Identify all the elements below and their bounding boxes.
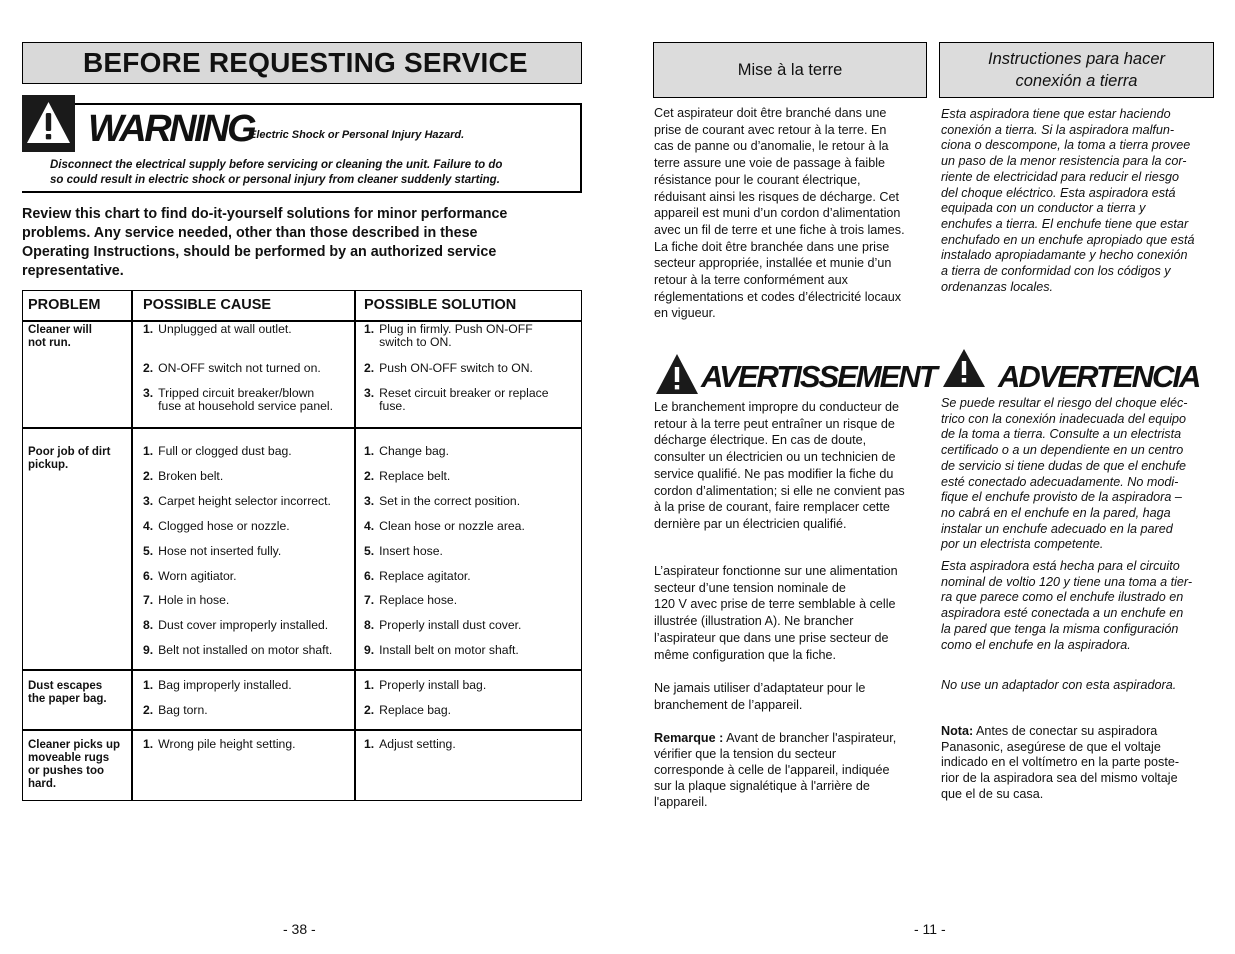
item-number: 8. xyxy=(143,618,154,632)
solution-item xyxy=(364,387,549,413)
item-text: Replace agitator. xyxy=(379,569,471,583)
fr-paragraph-voltage xyxy=(654,563,924,663)
solution-item xyxy=(364,470,450,483)
text-line: La fiche doit être branchée dans une prise xyxy=(654,239,890,254)
item-text: Plug in firmly. Push ON-OFF switch to ON. xyxy=(379,322,533,349)
text-line: terre assure une voie de passage à faible xyxy=(654,156,886,171)
text-line: retour à la terre peut entraîner un risque de xyxy=(654,416,895,431)
text-line: fique el enchufe provisto de la aspiradora – xyxy=(941,490,1182,505)
item-number: 4. xyxy=(143,519,154,533)
warning-triangle-icon xyxy=(22,95,75,152)
cause-item xyxy=(143,704,208,717)
item-number: 4. xyxy=(364,519,375,533)
header-solution: POSSIBLE SOLUTION xyxy=(364,297,517,313)
item-text: Replace belt. xyxy=(379,469,451,483)
text-line: corresponde à celle de l'appareil, indiquée xyxy=(654,763,890,777)
item-number: 3. xyxy=(143,494,154,508)
text-line: como el enchufe en la aspiradora. xyxy=(941,637,1131,652)
text-line: à la prise de courant, faire remplacer cette xyxy=(654,500,890,515)
solution-item xyxy=(364,545,443,558)
item-text: Change bag. xyxy=(379,444,449,458)
item-number: 1. xyxy=(143,678,154,692)
item-number: 2. xyxy=(364,703,375,717)
text-line: retour à la terre conformément aux xyxy=(654,273,848,288)
fr-note-label: Remarque : xyxy=(654,731,724,745)
item-number: 5. xyxy=(364,544,375,558)
text-line: réglementations et codes d’électricité locaux xyxy=(654,289,902,304)
item-text: Dust cover improperly installed. xyxy=(158,618,329,632)
text-line: L’aspirateur fonctionne sur une alimentation xyxy=(654,564,898,578)
text-line: en vigueur. xyxy=(654,306,716,321)
text-line: branchement de l’appareil. xyxy=(654,697,803,712)
text-line: rior de la aspiradora sea del mismo voltaje xyxy=(941,771,1178,786)
item-number: 9. xyxy=(364,643,375,657)
problem-cell: Cleaner picks up moveable rugs or pushes too hard. xyxy=(28,739,121,790)
text-line: Se puede resultar el riesgo del choque eléc- xyxy=(941,396,1188,410)
table-row-divider xyxy=(23,669,581,671)
text-line: nominal de voltio 120 y tiene una toma a tier- xyxy=(941,574,1193,589)
text-line: cas de panne ou d’anomalie, le retour à la xyxy=(654,139,889,154)
text-line: sur la plaque signalétique à l'arrière de xyxy=(654,779,870,793)
solution-item xyxy=(364,738,456,751)
item-text: Push ON-OFF switch to ON. xyxy=(379,361,533,375)
cause-item xyxy=(143,495,331,508)
problem-cell: Poor job of dirt pickup. xyxy=(28,446,111,471)
item-number: 5. xyxy=(143,544,154,558)
es-warning-word: ADVERTENCIA xyxy=(998,359,1200,394)
item-number: 1. xyxy=(364,737,375,751)
item-text: Reset circuit breaker or replace fuse. xyxy=(379,386,549,413)
item-text: Bag torn. xyxy=(158,703,208,717)
table-row-divider xyxy=(23,729,581,731)
text-line: instalar un enchufe adecuado en la pared xyxy=(941,521,1173,536)
problem-cell: Cleaner will not run. xyxy=(28,324,92,349)
text-line: secteur appropriée, installée et munie d’un xyxy=(654,256,892,271)
fr-paragraph-grounding xyxy=(654,105,924,322)
text-line: dernière par un électricien qualifié. xyxy=(654,516,847,531)
item-text: Replace bag. xyxy=(379,703,451,717)
text-line: appareil est muni d’un cordon d’alimentation xyxy=(654,206,901,221)
item-number: 7. xyxy=(364,593,375,607)
cause-item xyxy=(143,570,237,583)
item-text: Worn agitiator. xyxy=(158,569,237,583)
solution-item xyxy=(364,495,520,508)
text-line: de servicio si tiene dudas de que el enchufe xyxy=(941,458,1187,473)
text-line: un paso de la menor resistencia para la cor- xyxy=(941,154,1187,169)
item-number: 9. xyxy=(143,643,154,657)
table-column-divider xyxy=(354,291,356,800)
text-line: secteur d’une tension nominale de xyxy=(654,580,846,595)
item-text: Clogged hose or nozzle. xyxy=(158,519,290,533)
item-text: Properly install bag. xyxy=(379,678,487,692)
item-text: Hole in hose. xyxy=(158,593,230,607)
text-line: certificado o a un dependiente en un centro xyxy=(941,443,1184,458)
text-line: trico con la conexión inadecuada del equipo xyxy=(941,411,1187,426)
text-line: ciona o descompone, la toma a tierra provee xyxy=(941,138,1191,153)
text-line: Cet aspirateur doit être branché dans une xyxy=(654,106,887,120)
item-text: Hose not inserted fully. xyxy=(158,544,282,558)
item-text: Wrong pile height setting. xyxy=(158,737,296,751)
solution-item xyxy=(364,679,486,692)
page-title: BEFORE REQUESTING SERVICE xyxy=(83,47,528,78)
warning-subtitle: Electric Shock or Personal Injury Hazard. xyxy=(249,129,465,141)
cause-item xyxy=(143,520,290,533)
text-line: vérifier que la tension du secteur xyxy=(654,747,837,761)
text-line: enchufes a tierra. El enchufe tiene que estar xyxy=(941,216,1189,231)
text-line: No use un adaptador con esta aspiradora. xyxy=(941,678,1177,692)
item-number: 2. xyxy=(143,703,154,717)
text-line: de la toma a tierra. Consulte a un electrista xyxy=(941,427,1182,442)
intro-paragraph: Review this chart to find do-it-yourself solutions for minor performance problems. Any service needed, other than those described in these Operating Instructions, should be performed by an authorized service representative. xyxy=(22,206,508,279)
text-line: a tierra de conformidad con los códigos y xyxy=(941,264,1171,279)
text-line: consulter un électricien ou un technicien de xyxy=(654,450,896,465)
item-text: Belt not installed on motor shaft. xyxy=(158,643,333,657)
text-line: service qualifié. Ne pas modifier la fiche du xyxy=(654,466,894,481)
text-line: aspiradora esté conectada a un enchufe en xyxy=(941,606,1184,621)
item-text: Full or clogged dust bag. xyxy=(158,444,292,458)
cause-item xyxy=(143,545,281,558)
cause-item xyxy=(143,679,292,692)
text-line: esté conectado adecuadamente. No modi- xyxy=(941,474,1179,489)
fr-paragraph-warning xyxy=(654,399,924,533)
fr-section-header xyxy=(653,42,927,98)
es-paragraph-note: Nota: Antes de conectar su aspiradora Panasonic, asegúrese de que el voltaje indicado en el voltímetro en la parte poste- rior de la aspiradora sea del mismo voltaje que el de su casa. xyxy=(941,724,1216,803)
item-number: 3. xyxy=(364,494,375,508)
cause-item xyxy=(143,644,332,657)
text-line: que el de su casa. xyxy=(941,786,1044,801)
cause-item xyxy=(143,362,321,375)
item-number: 2. xyxy=(364,361,375,375)
text-line: Ne jamais utiliser d’adaptateur pour le xyxy=(654,681,866,695)
troubleshooting-table xyxy=(22,290,582,801)
text-line: réduisant ainsi les risques de décharge. Cet xyxy=(654,189,900,204)
text-line: conexión a tierra. Si la aspiradora malfun- xyxy=(941,122,1175,137)
item-number: 1. xyxy=(364,678,375,692)
solution-item xyxy=(364,594,457,607)
page-number-left: - 38 - xyxy=(283,921,316,937)
item-text: Unplugged at wall outlet. xyxy=(158,322,292,336)
es-paragraph-warning xyxy=(941,396,1216,553)
cause-item xyxy=(143,387,333,413)
page-title-box xyxy=(22,42,582,84)
cause-item xyxy=(143,594,229,607)
es-paragraph-grounding xyxy=(941,107,1216,295)
item-text: Properly install dust cover. xyxy=(379,618,522,632)
text-line: l’aspirateur que dans une prise secteur de xyxy=(654,630,889,645)
item-number: 6. xyxy=(364,569,375,583)
item-number: 1. xyxy=(364,322,375,336)
solution-item xyxy=(364,323,533,349)
text-line: prise de courant avec retour à la terre. En xyxy=(654,122,887,137)
item-text: Carpet height selector incorrect. xyxy=(158,494,331,508)
es-header-line: conexión a tierra xyxy=(1015,72,1138,90)
item-text: Broken belt. xyxy=(158,469,224,483)
text-line: instalado apropiadamante y hecho conexión xyxy=(941,248,1188,263)
item-text: Replace hose. xyxy=(379,593,458,607)
header-cause: POSSIBLE CAUSE xyxy=(143,297,272,313)
text-line: avec un fil de terre et une fiche à trois lames. xyxy=(654,222,905,237)
item-number: 2. xyxy=(143,361,154,375)
fr-warning-triangle-icon xyxy=(654,352,700,396)
item-text: Adjust setting. xyxy=(379,737,456,751)
solution-item xyxy=(364,704,451,717)
item-number: 1. xyxy=(364,444,375,458)
text-line: del choque eléctrico. Esta aspiradora está xyxy=(941,185,1176,200)
es-warning-triangle-icon xyxy=(941,347,987,389)
cause-item xyxy=(143,323,292,336)
solution-item xyxy=(364,619,521,632)
fr-header-text: Mise à la terre xyxy=(737,61,843,79)
solution-item xyxy=(364,644,519,657)
header-problem: PROBLEM xyxy=(28,297,101,313)
text-line: la pared que tenga la misma configuración xyxy=(941,621,1179,636)
item-number: 1. xyxy=(143,322,154,336)
fr-paragraph-adapter xyxy=(654,680,924,713)
item-number: 3. xyxy=(143,386,154,400)
text-line: por un electrista competente. xyxy=(941,537,1104,552)
text-line: Esta aspiradora tiene que estar haciendo xyxy=(941,107,1171,121)
item-number: 3. xyxy=(364,386,375,400)
item-text: Insert hose. xyxy=(379,544,443,558)
problem-cell: Dust escapes the paper bag. xyxy=(28,680,107,705)
item-text: Tripped circuit breaker/blown fuse at household service panel. xyxy=(158,386,333,413)
item-text: Clean hose or nozzle area. xyxy=(379,519,525,533)
text-line: 120 V avec prise de terre semblable à celle xyxy=(654,597,896,612)
item-text: Install belt on motor shaft. xyxy=(379,643,519,657)
cause-item xyxy=(143,619,328,632)
text-line: indicado en el voltímetro en la parte poste- xyxy=(941,755,1180,770)
cause-item xyxy=(143,738,295,751)
cause-item xyxy=(143,470,223,483)
item-number: 7. xyxy=(143,593,154,607)
item-number: 6. xyxy=(143,569,154,583)
text-line: ordenanzas locales. xyxy=(941,279,1054,294)
text-line: Panasonic, asegúrese de que el voltaje xyxy=(941,739,1161,754)
item-number: 8. xyxy=(364,618,375,632)
item-text: ON-OFF switch not turned on. xyxy=(158,361,321,375)
es-paragraph-voltage xyxy=(941,559,1216,653)
item-number: 1. xyxy=(143,444,154,458)
text-line: Le branchement impropre du conducteur de xyxy=(654,400,900,414)
solution-item xyxy=(364,362,533,375)
es-section-header xyxy=(939,42,1214,98)
cause-item xyxy=(143,445,292,458)
text-line: même configuration que la fiche. xyxy=(654,647,837,662)
text-line: résistance pour le courant électrique, xyxy=(654,172,861,187)
es-note-label: Nota: xyxy=(941,724,974,738)
page-number-right: - 11 - xyxy=(914,921,946,937)
item-text: Set in the correct position. xyxy=(379,494,521,508)
table-row-divider xyxy=(23,427,581,429)
item-number: 2. xyxy=(364,469,375,483)
text-line: riente de electricidad para reducir el riesgo xyxy=(941,169,1180,184)
item-number: 1. xyxy=(143,737,154,751)
fr-paragraph-note: Remarque : Avant de brancher l'aspirateur, vérifier que la tension du secteur corresponde à celle de l'appareil, indiquée sur la plaque signalétique à l'arrière de l'appareil. xyxy=(654,730,924,810)
text-line: cordon d’alimentation; si elle ne convient pas xyxy=(654,483,905,498)
es-paragraph-adapter xyxy=(941,678,1216,694)
solution-item xyxy=(364,520,525,533)
text-line: l'appareil. xyxy=(654,795,708,809)
solution-item xyxy=(364,445,449,458)
text-line: Esta aspiradora está hecha para el circuito xyxy=(941,559,1180,573)
fr-warning-word: AVERTISSEMENT xyxy=(701,359,936,394)
text-line: décharge électrique. En cas de doute, xyxy=(654,433,867,448)
solution-item xyxy=(364,570,471,583)
text-line: illustrée (illustration A). Ne brancher xyxy=(654,614,854,629)
text-line: ra que parece como el enchufe ilustrado en xyxy=(941,590,1184,605)
item-number: 2. xyxy=(143,469,154,483)
text-line: equipada con un conductor a tierra y xyxy=(941,201,1146,216)
table-column-divider xyxy=(131,291,133,800)
text-line: enchufado en un enchufe apropiado que está xyxy=(941,232,1195,247)
warning-word: WARNING xyxy=(88,108,255,150)
item-text: Bag improperly installed. xyxy=(158,678,292,692)
text-line: no cabrá en el enchufe en la pared, haga xyxy=(941,505,1171,520)
es-header-line: Instructiones para hacer xyxy=(987,50,1165,68)
warning-body: Disconnect the electrical supply before servicing or cleaning the unit. Failure to do so could result in electric shock or personal injury from cleaner suddenly starting. xyxy=(50,159,503,186)
